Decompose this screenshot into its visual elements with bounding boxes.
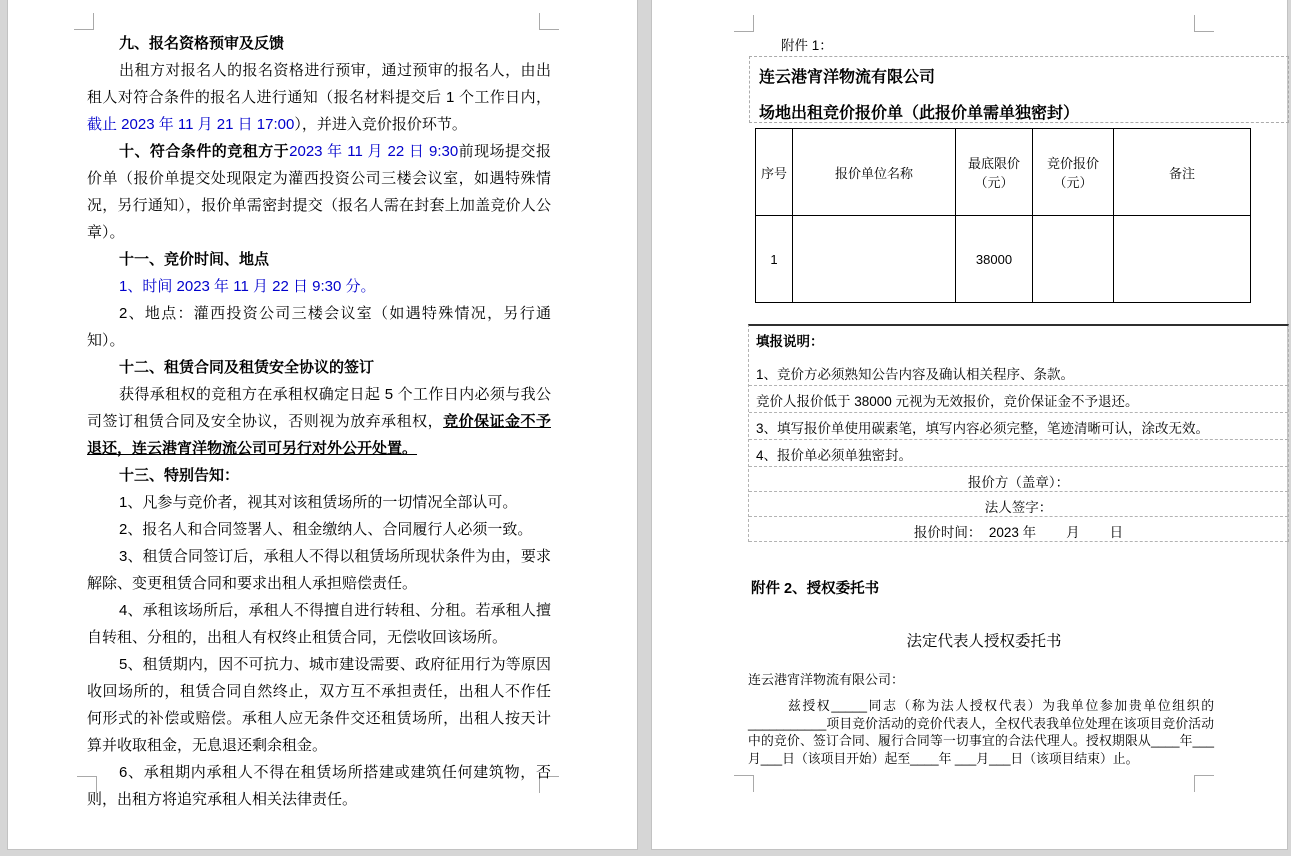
section-heading-12 <box>87 354 551 381</box>
paragraph <box>87 57 551 138</box>
document-page-left <box>7 0 638 850</box>
paragraph <box>87 597 551 651</box>
text-run: ），并进入竞价报价环节。 <box>294 116 467 133</box>
legal-person-signature-line: 法人签字： <box>749 492 1288 517</box>
col-header-seq: 序号 <box>756 129 793 216</box>
quote-table <box>755 128 1251 303</box>
attachment2-heading: 附件 2、授权委托书 <box>751 581 880 597</box>
cell-floor-price: 38000 <box>956 216 1033 303</box>
quote-sheet-title: 场地出租竞价报价单（此报价单需单独密封） <box>759 105 1080 122</box>
attachment1-label: 附件 1： <box>781 38 833 53</box>
margin-corner-mark <box>734 15 754 32</box>
notes-title: 填报说明： <box>756 334 824 349</box>
notes-item: 竞价人报价低于 38000 元视为无效报价，竞价保证金不予退还。 <box>749 386 1288 413</box>
cell-bid-price[interactable] <box>1033 216 1114 303</box>
power-of-attorney-body: 兹授权_____同志（称为法人授权代表）为我单位参加贵单位组织的___________项目竞价活动的竞价代表人，全权代表我单位处理在该项目竞价活动中的竞价、签订合同、履行合同等一切事宜的合法代理人。授权期限从____年___月___日（该项目开始）起至____年 ___月___日（该项目结束）止。 <box>748 698 1214 766</box>
margin-corner-mark <box>1194 15 1214 32</box>
heading-text: 九、报名资格预审及反馈 <box>119 35 285 52</box>
quote-sheet-header-box <box>749 56 1289 123</box>
paragraph <box>87 300 551 354</box>
text-run: 前现场提交报价单（报价单提交处现限定为灌西投资公司三楼会议室，如遇特殊情况，另行通知），报价单需密封提交（报名人需在封套上加盖竞价人公章）。 <box>87 143 551 241</box>
col-header-remarks: 备注 <box>1114 129 1251 216</box>
paragraph <box>87 273 551 300</box>
cell-remarks[interactable] <box>1114 216 1251 303</box>
text-run: 5、租赁期内，因不可抗力、城市建设需要、政府征用行为等原因收回场所的，租赁合同自然终止，双方互不承担责任，出租人不作任何形式的补偿或赔偿。承租人应无条件交还租赁场所，出租人按天计算并收取租金，无息退还剩余租金。 <box>87 656 551 754</box>
bidder-seal-line: 报价方（盖章）： <box>749 467 1288 492</box>
text-run: 3、租赁合同签订后，承租人不得以租赁场所现状条件为由，要求解除、变更租赁合同和要求出租人承担赔偿责任。 <box>87 548 551 592</box>
document-page-right <box>651 0 1288 850</box>
paragraph <box>87 543 551 597</box>
col-header-bidder-name: 报价单位名称 <box>793 129 956 216</box>
paragraph <box>87 489 551 516</box>
margin-corner-mark <box>734 775 754 792</box>
notes-item: 1、竞价方必须熟知公告内容及确认相关程序、条款。 <box>749 359 1288 386</box>
cell-seq: 1 <box>756 216 793 303</box>
text-run: 获得承租权的竞租方在承租权确定日起 5 个工作日内必须与我公司签订租赁合同及安全协议，否则视为放弃承租权， <box>87 386 551 430</box>
col-header-floor-price: 最底限价（元） <box>956 129 1033 216</box>
section-heading-9 <box>87 30 551 57</box>
margin-corner-mark <box>539 13 559 30</box>
margin-corner-mark <box>74 13 94 30</box>
heading-text: 十三、特别告知： <box>119 467 240 484</box>
text-run: 6、承租期内承租人不得在租赁场所搭建或建筑任何建筑物，否则，出租方将追究承租人相关法律责任。 <box>87 764 551 808</box>
notes-item: 4、报价单必须单独密封。 <box>749 440 1288 467</box>
cell-bidder-name[interactable] <box>793 216 956 303</box>
notes-item: 3、填写报价单使用碳素笔，填写内容必须完整，笔迹清晰可认，涂改无效。 <box>749 413 1288 440</box>
heading-text: 十一、竞价时间、地点 <box>119 251 270 268</box>
col-header-bid-price: 竞价报价（元） <box>1033 129 1114 216</box>
section-heading-13 <box>87 462 551 489</box>
bid-time-text: 1、时间 2023 年 11 月 22 日 9:30 分。 <box>119 278 376 295</box>
text-run: 1、凡参与竞价者，视其对该租赁场所的一切情况全部认可。 <box>119 494 518 511</box>
text-run: 出租方对报名人的报名资格进行预审，通过预审的报名人，由出租人对符合条件的报名人进行通知（报名材料提交后 1 个工作日内， <box>87 62 551 106</box>
text-run: 2、报名人和合同签署人、租金缴纳人、合同履行人必须一致。 <box>119 521 533 538</box>
paragraph <box>87 651 551 759</box>
section-heading-11 <box>87 246 551 273</box>
paragraph <box>87 516 551 543</box>
emphasized-warning-text: 竞价保证金不予退还，连云港宵洋物流公司可另行对外公开处置。 <box>87 413 551 457</box>
quote-date-line: 报价时间： 2023 年 月 日 <box>749 517 1288 542</box>
section-heading-10-paragraph <box>87 138 551 246</box>
heading-text: 十二、租赁合同及租赁安全协议的签订 <box>119 359 375 376</box>
filling-instructions-table <box>748 324 1289 542</box>
paragraph <box>87 381 551 462</box>
text-run: 2、地点：灌西投资公司三楼会议室（如遇特殊情况，另行通知）。 <box>87 305 551 349</box>
submission-date-text: 2023 年 11 月 22 日 9:30 <box>289 143 459 160</box>
power-of-attorney-title: 法定代表人授权委托书 <box>906 633 1062 650</box>
paragraph <box>87 759 551 813</box>
company-name-title: 连云港宵洋物流有限公司 <box>759 69 936 86</box>
heading-text: 十、符合条件的竞租方于 <box>119 143 290 160</box>
text-run: 4、承租该场所后，承租人不得擅自进行转租、分租。若承租人擅自转租、分租的，出租人有权终止租赁合同，无偿收回该场所。 <box>87 602 551 646</box>
power-of-attorney-addressee: 连云港宵洋物流有限公司： <box>748 672 905 687</box>
deadline-date-text: 截止 2023 年 11 月 21 日 17:00 <box>87 116 295 133</box>
left-page-body-text <box>87 30 551 813</box>
quote-table-header-row <box>756 129 1251 216</box>
quote-table-data-row <box>756 216 1251 303</box>
margin-corner-mark <box>1194 775 1214 792</box>
